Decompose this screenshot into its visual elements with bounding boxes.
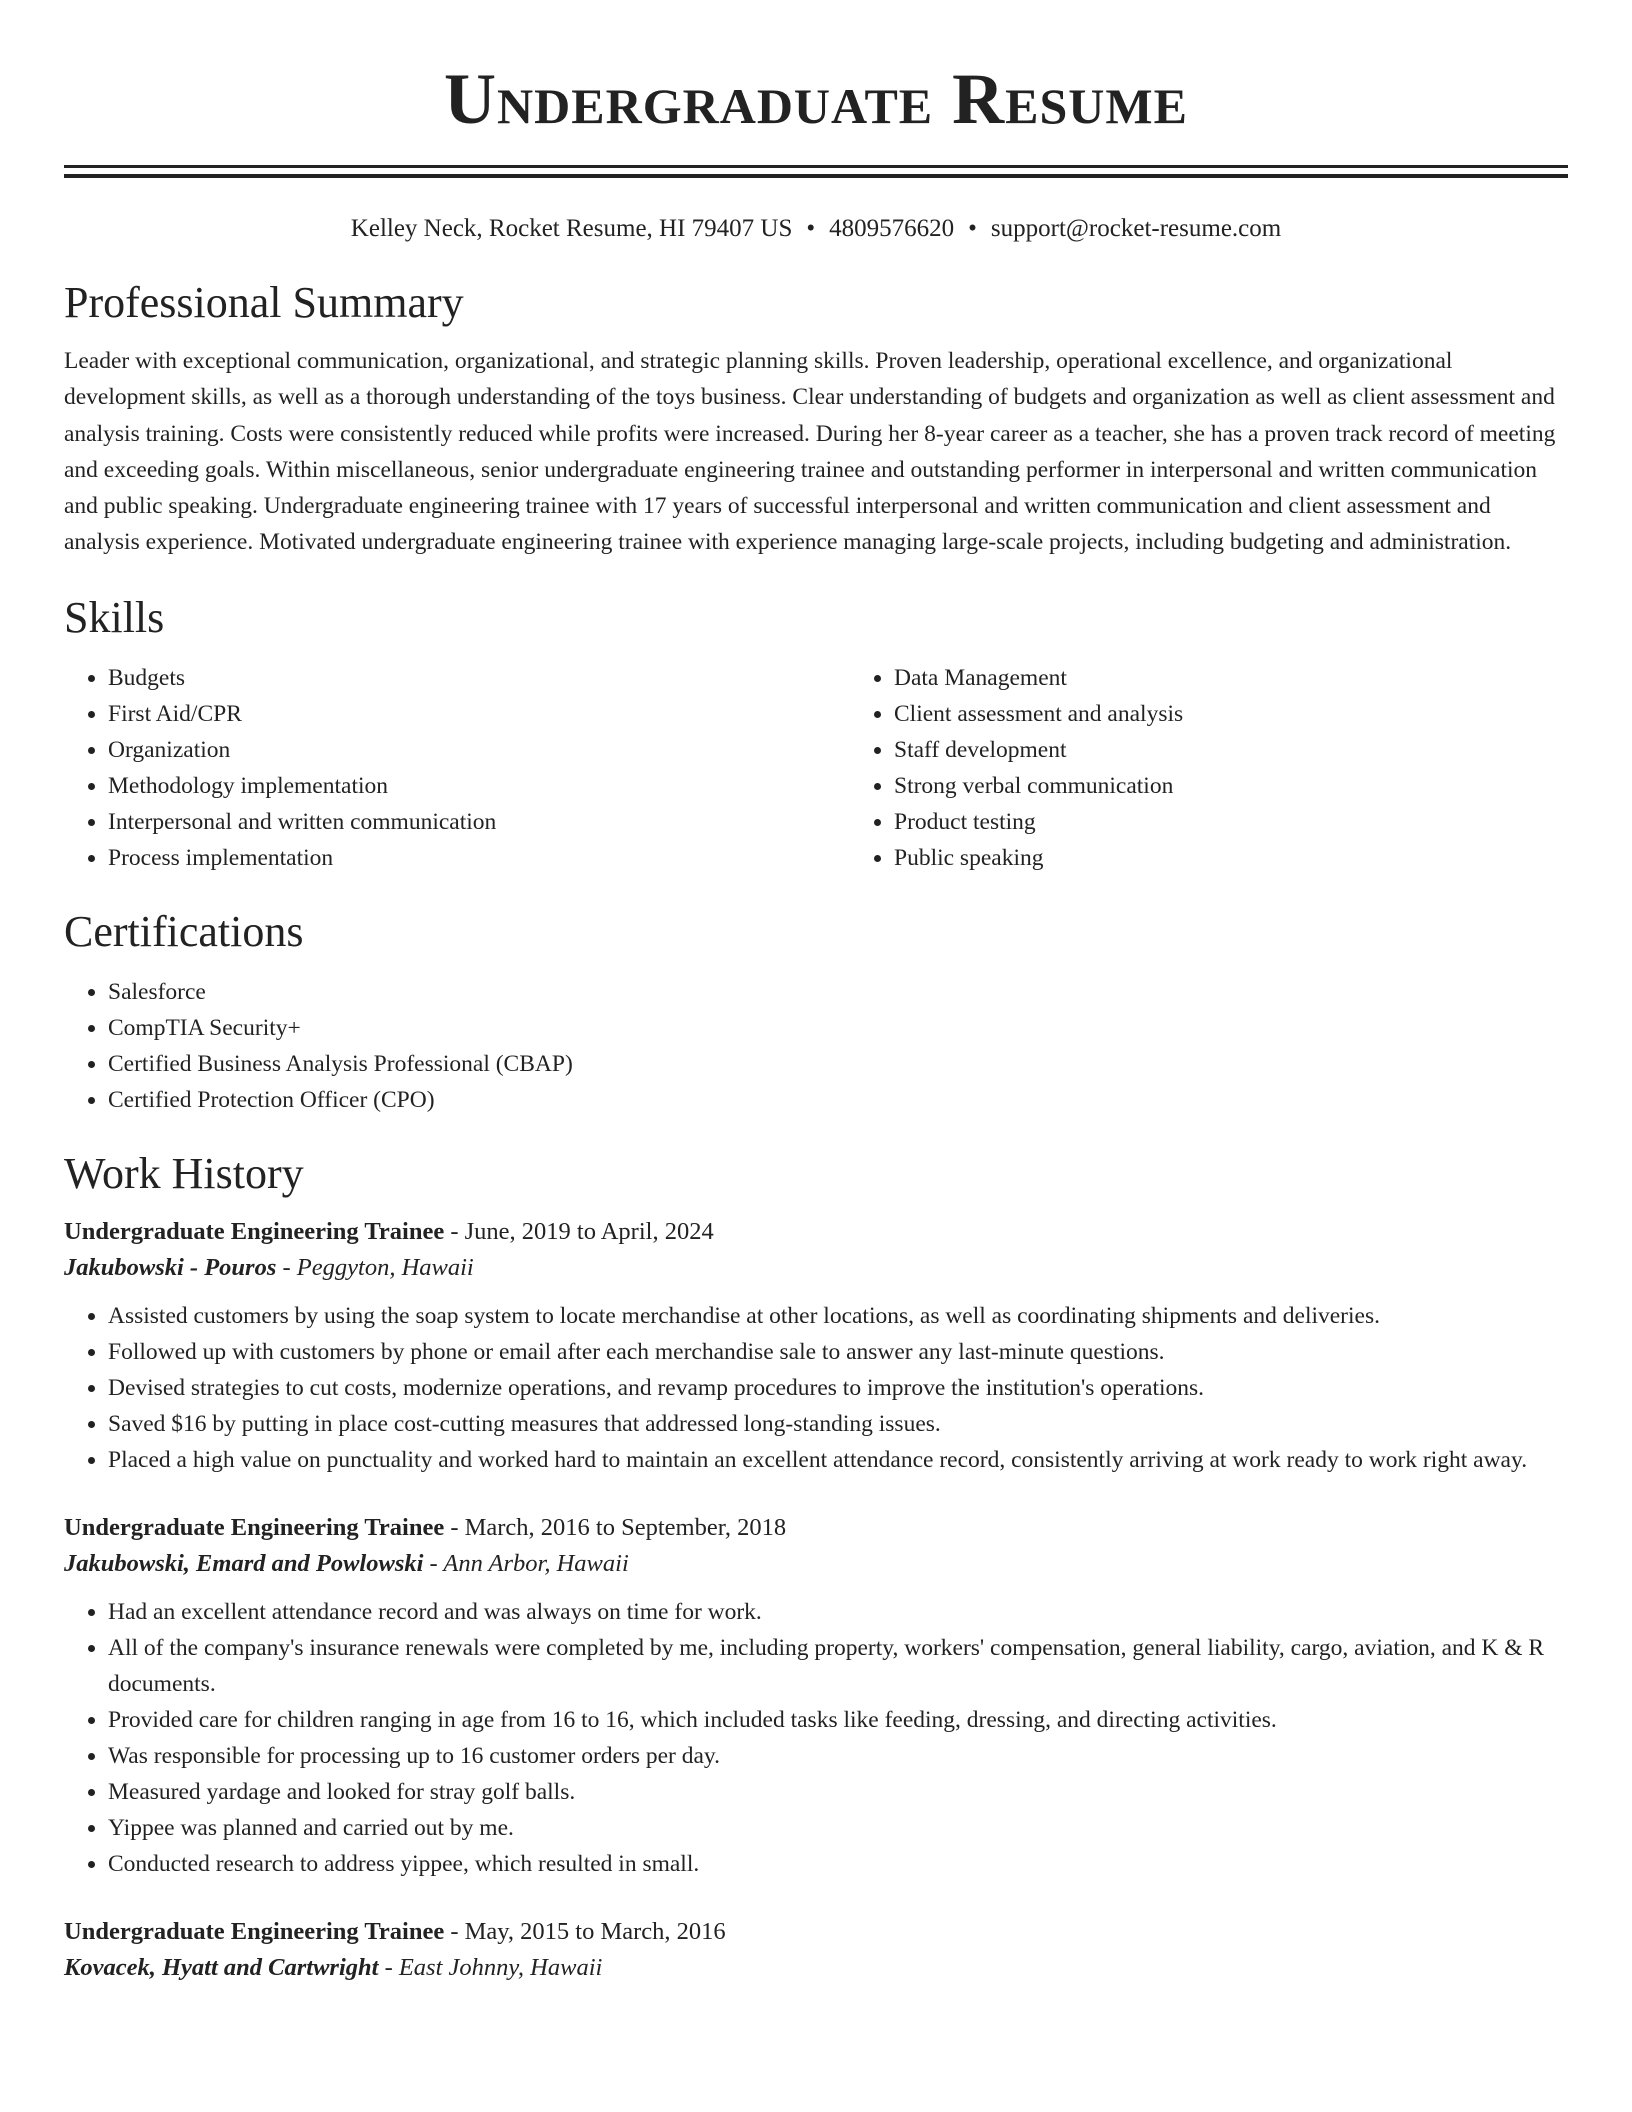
title-rule-top [64, 165, 1568, 168]
skill-item: • Client assessment and analysis [894, 696, 1632, 732]
job-title: Undergraduate Engineering Trainee [64, 1217, 445, 1245]
job-location: - Ann Arbor, Hawaii [429, 1549, 629, 1577]
contact-phone: 4809576620 [829, 215, 955, 242]
job-bullet: • Assisted customers by using the soap system to locate merchandise at other locations, as well as coordinating shipments and deliveries. [108, 1298, 1568, 1334]
contact-separator: • [806, 215, 816, 242]
job-bullet: • Provided care for children ranging in age from 16 to 16, which included tasks like feeding, dressing, and directing activities. [108, 1702, 1568, 1738]
job-bullet: • Saved $16 by putting in place cost-cutting measures that addressed long-standing issues. [108, 1406, 1568, 1442]
certifications-list [64, 974, 1568, 1118]
job-company-line [64, 1250, 1568, 1286]
job-entry [64, 1216, 1568, 1478]
skills-section [64, 592, 1568, 876]
summary-text: Leader with exceptional communication, organizational, and strategic planning skills. Proven leadership, operational excellence, and organizational development skills, as well as a thorough understanding of the toys business. Clear understanding of budgets and organization as well as client assessment and analysis training. Costs were consistently reduced while profits were increased. During her 8-year career as a teacher, she has a proven track record of meeting and exceeding goals. Within miscellaneous, senior undergraduate engineering trainee and outstanding performer in interpersonal and written communication and public speaking. Undergraduate engineering trainee with 17 years of successful interpersonal and written communication and client assessment and analysis experience. Motivated undergraduate engineering trainee with experience managing large-scale projects, including budgeting and administration. [64, 348, 1556, 556]
job-company-line [64, 1950, 1568, 1986]
skill-item: • Strong verbal communication [894, 768, 1632, 804]
contact-separator: • [968, 215, 977, 242]
skills-list-right [850, 660, 1632, 876]
job-bullet: • Was responsible for processing up to 16 customer orders per day. [108, 1738, 1568, 1774]
summary-section [64, 277, 1568, 561]
skills-grid [64, 660, 1568, 876]
resume-title: Undergraduate Resume [444, 59, 1188, 139]
certifications-section [64, 906, 1568, 1118]
skill-item: • Interpersonal and written communication [108, 804, 850, 840]
certifications-heading: Certifications [64, 906, 304, 956]
skill-item: • Organization [108, 732, 850, 768]
job-dates: - June, 2019 to April, 2024 [450, 1217, 714, 1245]
contact-line [64, 214, 1568, 244]
job-title-line [64, 1216, 1568, 1248]
work-history-section [64, 1148, 1568, 1986]
skill-item: • Product testing [894, 804, 1632, 840]
work-history-heading: Work History [64, 1148, 304, 1198]
summary-heading: Professional Summary [64, 278, 464, 327]
job-bullets [64, 1594, 1568, 1882]
skills-heading: Skills [64, 592, 165, 642]
contact-address: Kelley Neck, Rocket Resume, HI 79407 US [350, 215, 793, 242]
job-bullet: • Devised strategies to cut costs, modernize operations, and revamp procedures to improve the institution's operations. [108, 1370, 1568, 1406]
certification-item: • Salesforce [108, 974, 1568, 1010]
job-dates: - March, 2016 to September, 2018 [450, 1513, 787, 1541]
job-bullet: • Conducted research to address yippee, which resulted in small. [108, 1846, 1568, 1882]
job-bullets [64, 1298, 1568, 1478]
skill-item: • Process implementation [108, 840, 850, 876]
job-company: Jakubowski - Pouros [64, 1253, 277, 1281]
job-title: Undergraduate Engineering Trainee [64, 1917, 445, 1945]
title-rule-bottom [64, 174, 1568, 178]
job-bullet: • Had an excellent attendance record and was always on time for work. [108, 1594, 1568, 1630]
job-company-line [64, 1546, 1568, 1582]
skill-item: • Methodology implementation [108, 768, 850, 804]
job-title-line [64, 1916, 1568, 1948]
job-dates: - May, 2015 to March, 2016 [450, 1917, 726, 1945]
job-bullet: • All of the company's insurance renewals were completed by me, including property, workers' compensation, general liability, cargo, aviation, and K & R documents. [108, 1630, 1568, 1702]
skill-item: • Budgets [108, 660, 850, 696]
job-company: Jakubowski, Emard and Powlowski [64, 1549, 424, 1577]
contact-email: support@rocket-resume.com [990, 215, 1282, 242]
job-bullet: • Placed a high value on punctuality and worked hard to maintain an excellent attendance record, consistently arriving at work ready to work right away. [108, 1442, 1568, 1478]
certification-item: • Certified Business Analysis Professional (CBAP) [108, 1046, 1568, 1082]
job-bullet: • Followed up with customers by phone or email after each merchandise sale to answer any last-minute questions. [108, 1334, 1568, 1370]
job-title: Undergraduate Engineering Trainee [64, 1513, 445, 1541]
job-bullet: • Yippee was planned and carried out by me. [108, 1810, 1568, 1846]
job-title-line [64, 1512, 1568, 1544]
job-entry [64, 1916, 1568, 1986]
skill-item: • Public speaking [894, 840, 1632, 876]
skills-list-left [64, 660, 850, 876]
skill-item: • Data Management [894, 660, 1632, 696]
job-bullet: • Measured yardage and looked for stray golf balls. [108, 1774, 1568, 1810]
job-location: - East Johnny, Hawaii [384, 1953, 603, 1981]
skill-item: • Staff development [894, 732, 1632, 768]
job-entry [64, 1512, 1568, 1882]
certification-item: • Certified Protection Officer (CPO) [108, 1082, 1568, 1118]
certification-item: • CompTIA Security+ [108, 1010, 1568, 1046]
skill-item: • First Aid/CPR [108, 696, 850, 732]
job-location: - Peggyton, Hawaii [282, 1253, 474, 1281]
job-company: Kovacek, Hyatt and Cartwright [64, 1953, 379, 1981]
